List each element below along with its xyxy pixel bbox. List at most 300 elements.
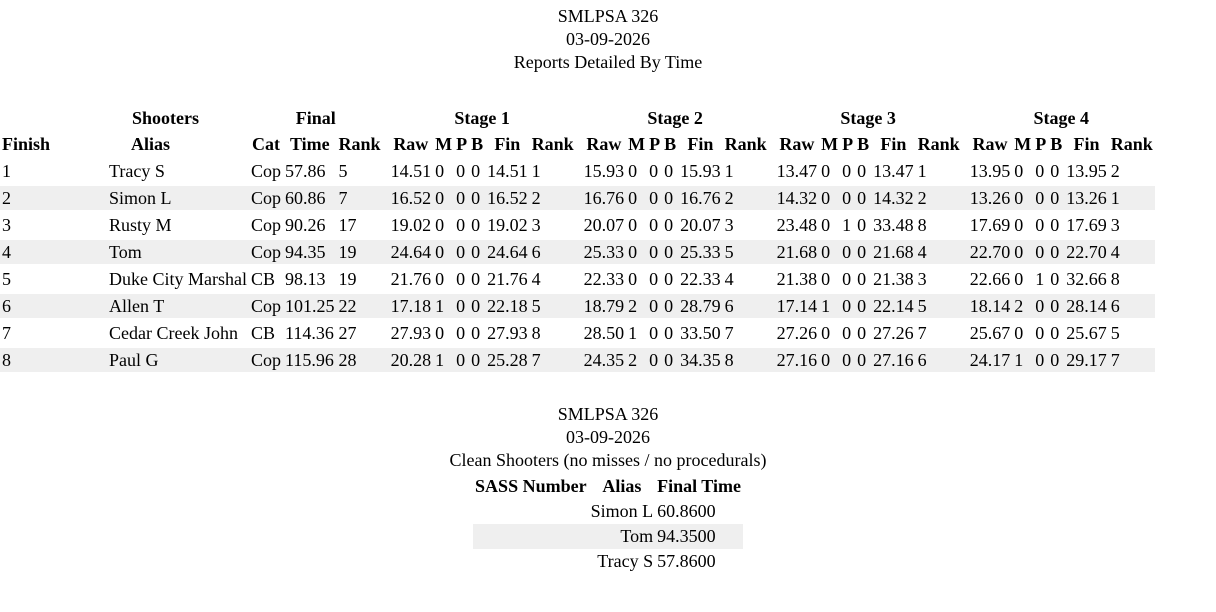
stage4-b-cell: 0 — [1050, 269, 1060, 289]
stage4-p-cell: 0 — [1033, 348, 1048, 372]
stage3-m-cell: 0 — [819, 348, 840, 372]
alias-cell: Rusty M — [109, 215, 172, 235]
group-header-row — [0, 107, 1155, 129]
stage4-raw-cell: 24.17 — [969, 350, 1011, 370]
alias-cell: Allen T — [52, 294, 249, 318]
stage1-fin-cell: 24.64 — [487, 242, 528, 262]
stage2-p-cell: 0 — [649, 323, 659, 343]
stage2-fin-cell: 22.33 — [680, 269, 721, 289]
stage3-p-cell: 1 — [842, 215, 852, 235]
stage3-m-cell: 0 — [821, 269, 831, 289]
col-alias: Alias — [131, 134, 171, 154]
clean-alias-cell: Simon L — [590, 501, 654, 521]
stage1-p-cell: 0 — [454, 240, 469, 264]
stage3-m-cell: 0 — [821, 161, 831, 181]
stage1-p-cell: 0 — [456, 269, 466, 289]
col-rank: Rank — [338, 134, 381, 154]
alias-cell: Duke City Marshal — [109, 269, 248, 289]
stage4-fin-cell: 28.14 — [1066, 296, 1107, 316]
time-cell: 115.96 — [283, 348, 337, 372]
stage4-fin-cell: 17.69 — [1066, 215, 1107, 235]
stage3-rank-cell: 6 — [916, 348, 962, 372]
stage2-m-cell: 0 — [628, 215, 638, 235]
stage3-b-cell: 0 — [855, 240, 871, 264]
table-row — [0, 186, 1155, 210]
stage4-b-cell: 0 — [1048, 294, 1064, 318]
stage1-raw-cell: 27.93 — [390, 323, 432, 343]
clean-date: 03-09-2026 — [566, 427, 650, 447]
stage3-fin-cell: 13.47 — [873, 161, 914, 181]
rank-cell: 28 — [337, 348, 383, 372]
stage1-fin-cell: 21.76 — [487, 269, 528, 289]
stage2-p-cell: 0 — [649, 269, 659, 289]
stage2-rank-cell: 4 — [724, 269, 734, 289]
stage2-rank-cell: 6 — [723, 294, 769, 318]
stage2-fin-cell: 25.33 — [680, 242, 721, 262]
stage3-b-cell: 0 — [857, 269, 867, 289]
group-stage-2: Stage 2 — [647, 108, 703, 128]
stage1-raw-cell: 21.76 — [390, 269, 432, 289]
stage4-rank-cell: 4 — [1109, 240, 1155, 264]
stage4-raw-cell: 25.67 — [969, 323, 1011, 343]
stage1-raw-cell: 19.02 — [390, 215, 432, 235]
clean-sass-cell — [473, 524, 589, 549]
report-header — [0, 0, 1216, 74]
stage3-raw-cell: 13.47 — [776, 161, 818, 181]
stage2-m-cell: 0 — [626, 186, 647, 210]
stage1-fin-cell: 14.51 — [487, 161, 528, 181]
alias-cell: Simon L — [52, 186, 249, 210]
stage4-rank-cell: 1 — [1109, 186, 1155, 210]
stage4-p-cell: 0 — [1035, 215, 1045, 235]
stage3-b-cell: 0 — [855, 186, 871, 210]
stage3-rank-cell: 4 — [916, 240, 962, 264]
col-stage2-fin: Fin — [687, 134, 714, 154]
stage4-rank-cell: 7 — [1109, 348, 1155, 372]
col-stage2-p: P — [649, 134, 661, 154]
stage3-m-cell: 0 — [819, 186, 840, 210]
stage4-m-cell: 2 — [1012, 294, 1033, 318]
stage4-raw-cell: 17.69 — [969, 215, 1011, 235]
stage3-raw-cell: 14.32 — [776, 188, 818, 208]
clean-alias-cell: Tom — [589, 524, 656, 549]
time-cell: 90.26 — [285, 215, 326, 235]
stage2-p-cell: 0 — [647, 240, 662, 264]
stage1-b-cell: 0 — [471, 269, 481, 289]
stage1-b-cell: 0 — [469, 294, 485, 318]
stage1-p-cell: 0 — [454, 294, 469, 318]
stage3-fin-cell: 21.38 — [873, 269, 914, 289]
stage2-b-cell: 0 — [662, 348, 678, 372]
stage4-b-cell: 0 — [1048, 186, 1064, 210]
stage2-p-cell: 0 — [649, 215, 659, 235]
finish-cell: 2 — [0, 186, 52, 210]
finish-cell: 7 — [2, 323, 11, 343]
stage2-raw-cell: 22.33 — [583, 269, 625, 289]
rank-cell: 5 — [338, 161, 348, 181]
stage1-p-cell: 0 — [456, 161, 466, 181]
stage4-fin-cell: 32.66 — [1066, 269, 1107, 289]
stage3-raw-cell: 23.48 — [776, 215, 818, 235]
stage2-b-cell: 0 — [664, 269, 674, 289]
stage4-p-cell: 0 — [1033, 294, 1048, 318]
stage1-b-cell: 0 — [471, 323, 481, 343]
rank-cell: 19 — [338, 269, 357, 289]
stage1-m-cell: 0 — [435, 269, 445, 289]
stage3-rank-cell: 7 — [917, 323, 927, 343]
stage3-p-cell: 0 — [840, 186, 855, 210]
stage3-b-cell: 0 — [857, 215, 867, 235]
stage1-b-cell: 0 — [469, 348, 485, 372]
clean-shooters-section — [0, 403, 1216, 574]
stage3-b-cell: 0 — [855, 294, 871, 318]
stage4-raw-cell: 22.66 — [969, 269, 1011, 289]
clean-col-final: Final Time — [657, 476, 741, 496]
stage4-raw-cell: 13.95 — [969, 161, 1011, 181]
cat-cell: CB — [251, 323, 276, 343]
clean-shooters-table — [473, 474, 743, 574]
col-finish: Finish — [2, 134, 51, 154]
stage3-p-cell: 0 — [840, 294, 855, 318]
stage3-p-cell: 0 — [842, 161, 852, 181]
stage3-p-cell: 0 — [840, 240, 855, 264]
table-row — [0, 348, 1155, 372]
stage1-b-cell: 0 — [471, 161, 481, 181]
stage2-rank-cell: 1 — [724, 161, 734, 181]
stage1-p-cell: 0 — [454, 348, 469, 372]
stage1-rank-cell: 3 — [531, 215, 541, 235]
clean-header — [0, 403, 1216, 472]
stage2-b-cell: 0 — [662, 240, 678, 264]
stage1-m-cell: 0 — [433, 186, 454, 210]
clean-row — [473, 499, 743, 524]
stage3-fin-cell: 27.16 — [873, 350, 914, 370]
stage4-fin-cell: 25.67 — [1066, 323, 1107, 343]
col-stage1-raw: Raw — [393, 134, 429, 154]
clean-sass-cell — [473, 549, 589, 574]
stage1-fin-cell: 19.02 — [487, 215, 528, 235]
stage4-p-cell: 0 — [1033, 186, 1048, 210]
time-cell: 60.86 — [283, 186, 337, 210]
stage1-m-cell: 0 — [435, 323, 445, 343]
stage2-rank-cell: 3 — [724, 215, 734, 235]
stage2-fin-cell: 20.07 — [680, 215, 721, 235]
stage1-rank-cell: 2 — [530, 186, 576, 210]
time-cell: 94.35 — [283, 240, 337, 264]
stage3-raw-cell: 17.14 — [776, 296, 818, 316]
stage1-m-cell: 0 — [433, 240, 454, 264]
stage4-rank-cell: 3 — [1110, 215, 1120, 235]
stage1-b-cell: 0 — [469, 186, 485, 210]
stage2-rank-cell: 7 — [724, 323, 734, 343]
stage2-b-cell: 0 — [664, 161, 674, 181]
stage1-b-cell: 0 — [469, 240, 485, 264]
results-section — [0, 104, 1216, 375]
stage1-raw-cell: 24.64 — [390, 242, 432, 262]
stage1-fin-cell: 22.18 — [487, 296, 528, 316]
stage3-fin-cell: 14.32 — [873, 188, 914, 208]
stage3-rank-cell: 1 — [917, 161, 927, 181]
stage2-rank-cell: 2 — [723, 186, 769, 210]
column-header-row — [0, 132, 1155, 156]
time-cell: 101.25 — [285, 296, 335, 316]
col-stage3-p: P — [842, 134, 854, 154]
stage3-rank-cell: 3 — [917, 269, 927, 289]
stage3-b-cell: 0 — [857, 161, 867, 181]
col-stage2-m: M — [628, 134, 646, 154]
alias-cell: Tom — [52, 240, 249, 264]
stage1-p-cell: 0 — [454, 186, 469, 210]
col-stage4-raw: Raw — [972, 134, 1008, 154]
stage2-b-cell: 0 — [664, 215, 674, 235]
stage2-m-cell: 0 — [628, 269, 638, 289]
cat-cell: Cop — [251, 350, 282, 370]
time-cell: 114.36 — [285, 323, 334, 343]
stage2-b-cell: 0 — [662, 186, 678, 210]
clean-title: Clean Shooters (no misses / no procedurals) — [449, 450, 767, 470]
stage4-m-cell: 0 — [1014, 161, 1024, 181]
rank-cell: 19 — [337, 240, 383, 264]
finish-cell: 1 — [2, 161, 11, 181]
stage2-raw-cell: 28.50 — [583, 323, 625, 343]
stage2-raw-cell: 16.76 — [583, 188, 625, 208]
stage1-fin-cell: 27.93 — [487, 323, 528, 343]
stage3-p-cell: 0 — [842, 323, 852, 343]
stage1-m-cell: 1 — [433, 294, 454, 318]
results-table — [0, 104, 1155, 375]
group-final: Final — [295, 108, 336, 128]
stage2-fin-cell: 33.50 — [680, 323, 721, 343]
col-stage1-p: P — [456, 134, 468, 154]
alias-cell: Tracy S — [109, 161, 165, 181]
finish-cell: 4 — [0, 240, 52, 264]
stage4-b-cell: 0 — [1050, 323, 1060, 343]
stage2-fin-cell: 28.79 — [680, 296, 721, 316]
stage2-raw-cell: 15.93 — [583, 161, 625, 181]
col-stage4-p: P — [1035, 134, 1047, 154]
col-stage4-rank: Rank — [1110, 134, 1153, 154]
stage2-raw-cell: 25.33 — [583, 242, 625, 262]
col-stage4-fin: Fin — [1073, 134, 1100, 154]
stage2-m-cell: 0 — [628, 161, 638, 181]
table-row — [0, 213, 1155, 237]
cat-cell: Cop — [251, 161, 282, 181]
stage4-m-cell: 0 — [1014, 215, 1024, 235]
stage2-p-cell: 0 — [647, 186, 662, 210]
col-stage3-raw: Raw — [779, 134, 815, 154]
col-stage4-m: M — [1014, 134, 1032, 154]
time-cell: 98.13 — [285, 269, 326, 289]
stage3-raw-cell: 21.38 — [776, 269, 818, 289]
rank-cell: 22 — [337, 294, 383, 318]
stage1-rank-cell: 5 — [530, 294, 576, 318]
table-row — [0, 240, 1155, 264]
group-stage-3: Stage 3 — [840, 108, 896, 128]
col-stage3-b: B — [857, 134, 870, 154]
stage1-m-cell: 0 — [435, 215, 445, 235]
stage3-p-cell: 0 — [842, 269, 852, 289]
stage2-m-cell: 1 — [628, 323, 638, 343]
stage4-fin-cell: 13.26 — [1066, 188, 1107, 208]
clean-row — [473, 524, 743, 549]
stage3-b-cell: 0 — [855, 348, 871, 372]
clean-sass-cell — [473, 499, 589, 524]
stage2-p-cell: 0 — [649, 161, 659, 181]
stage1-p-cell: 0 — [456, 215, 466, 235]
finish-cell: 3 — [2, 215, 11, 235]
cat-cell: Cop — [251, 188, 282, 208]
stage4-b-cell: 0 — [1050, 161, 1060, 181]
stage3-m-cell: 0 — [821, 323, 831, 343]
stage3-fin-cell: 22.14 — [873, 296, 914, 316]
time-cell: 57.86 — [285, 161, 326, 181]
col-stage1-rank: Rank — [531, 134, 574, 154]
finish-cell: 8 — [0, 348, 52, 372]
report-club: SMLPSA 326 — [557, 6, 659, 26]
col-stage1-fin: Fin — [494, 134, 521, 154]
stage4-rank-cell: 6 — [1109, 294, 1155, 318]
alias-cell: Cedar Creek John — [109, 323, 238, 343]
stage4-raw-cell: 13.26 — [969, 188, 1011, 208]
table-row — [0, 294, 1155, 318]
clean-col-alias: Alias — [602, 476, 642, 496]
col-stage2-b: B — [664, 134, 677, 154]
col-stage3-m: M — [821, 134, 839, 154]
col-time: Time — [289, 134, 330, 154]
stage3-rank-cell: 5 — [916, 294, 962, 318]
cat-cell: Cop — [251, 242, 282, 262]
stage2-fin-cell: 15.93 — [680, 161, 721, 181]
stage4-b-cell: 0 — [1048, 240, 1064, 264]
stage3-p-cell: 0 — [840, 348, 855, 372]
group-shooters: Shooters — [132, 108, 200, 128]
stage3-raw-cell: 21.68 — [776, 242, 818, 262]
stage4-m-cell: 0 — [1012, 240, 1033, 264]
stage4-b-cell: 0 — [1050, 215, 1060, 235]
stage3-rank-cell: 2 — [916, 186, 962, 210]
stage1-rank-cell: 4 — [531, 269, 541, 289]
stage1-raw-cell: 17.18 — [390, 296, 432, 316]
stage1-rank-cell: 1 — [531, 161, 541, 181]
stage2-fin-cell: 16.76 — [680, 188, 721, 208]
rank-cell: 27 — [338, 323, 357, 343]
alias-cell: Paul G — [52, 348, 249, 372]
stage3-fin-cell: 33.48 — [873, 215, 914, 235]
table-row — [0, 159, 1155, 183]
stage3-m-cell: 0 — [819, 240, 840, 264]
stage4-p-cell: 0 — [1033, 240, 1048, 264]
table-row — [0, 321, 1155, 345]
rank-cell: 7 — [337, 186, 383, 210]
stage3-m-cell: 1 — [819, 294, 840, 318]
cat-cell: CB — [251, 269, 276, 289]
col-stage1-m: M — [435, 134, 453, 154]
stage3-raw-cell: 27.26 — [776, 323, 818, 343]
col-stage4-b: B — [1050, 134, 1063, 154]
finish-cell: 5 — [2, 269, 11, 289]
stage4-fin-cell: 13.95 — [1066, 161, 1107, 181]
stage4-b-cell: 0 — [1048, 348, 1064, 372]
stage1-m-cell: 0 — [435, 161, 445, 181]
clean-club: SMLPSA 326 — [557, 404, 659, 424]
stage2-b-cell: 0 — [664, 323, 674, 343]
stage1-rank-cell: 7 — [530, 348, 576, 372]
stage4-fin-cell: 29.17 — [1066, 350, 1107, 370]
stage3-raw-cell: 27.16 — [776, 350, 818, 370]
stage2-m-cell: 2 — [626, 294, 647, 318]
stage2-rank-cell: 8 — [723, 348, 769, 372]
col-stage3-rank: Rank — [917, 134, 960, 154]
stage4-m-cell: 0 — [1014, 323, 1024, 343]
clean-body — [473, 499, 743, 574]
clean-final-cell: 60.8600 — [657, 501, 716, 521]
stage2-raw-cell: 20.07 — [583, 215, 625, 235]
stage4-raw-cell: 18.14 — [969, 296, 1011, 316]
stage4-p-cell: 0 — [1035, 323, 1045, 343]
col-stage1-b: B — [471, 134, 484, 154]
stage2-p-cell: 0 — [647, 348, 662, 372]
finish-cell: 6 — [0, 294, 52, 318]
clean-header-row — [473, 474, 743, 499]
stage4-raw-cell: 22.70 — [969, 242, 1011, 262]
stage2-rank-cell: 5 — [723, 240, 769, 264]
stage3-m-cell: 0 — [821, 215, 831, 235]
stage2-b-cell: 0 — [662, 294, 678, 318]
stage1-rank-cell: 8 — [531, 323, 541, 343]
stage2-fin-cell: 34.35 — [680, 350, 721, 370]
stage4-m-cell: 1 — [1012, 348, 1033, 372]
stage4-fin-cell: 22.70 — [1066, 242, 1107, 262]
group-stage-4: Stage 4 — [1033, 108, 1089, 128]
col-stage2-rank: Rank — [724, 134, 767, 154]
stage4-p-cell: 0 — [1035, 161, 1045, 181]
stage1-fin-cell: 16.52 — [487, 188, 528, 208]
stage4-m-cell: 0 — [1012, 186, 1033, 210]
results-body — [0, 159, 1155, 372]
col-stage3-fin: Fin — [880, 134, 907, 154]
stage4-m-cell: 0 — [1014, 269, 1024, 289]
col-cat: Cat — [252, 134, 281, 154]
stage4-p-cell: 1 — [1035, 269, 1045, 289]
stage1-b-cell: 0 — [471, 215, 481, 235]
stage3-b-cell: 0 — [857, 323, 867, 343]
stage3-fin-cell: 21.68 — [873, 242, 914, 262]
stage3-fin-cell: 27.26 — [873, 323, 914, 343]
col-stage2-raw: Raw — [586, 134, 622, 154]
stage2-m-cell: 0 — [626, 240, 647, 264]
stage1-p-cell: 0 — [456, 323, 466, 343]
clean-final-cell: 94.3500 — [655, 524, 743, 549]
clean-alias-cell: Tracy S — [597, 551, 654, 571]
clean-final-cell: 57.8600 — [657, 551, 716, 571]
cat-cell: Cop — [251, 215, 282, 235]
stage2-raw-cell: 24.35 — [583, 350, 625, 370]
rank-cell: 17 — [338, 215, 357, 235]
stage4-rank-cell: 8 — [1110, 269, 1120, 289]
stage1-m-cell: 1 — [433, 348, 454, 372]
stage2-p-cell: 0 — [647, 294, 662, 318]
report-date: 03-09-2026 — [566, 29, 650, 49]
stage1-fin-cell: 25.28 — [487, 350, 528, 370]
stage2-raw-cell: 18.79 — [583, 296, 625, 316]
clean-row — [473, 549, 743, 574]
group-stage-1: Stage 1 — [454, 108, 510, 128]
stage1-raw-cell: 20.28 — [390, 350, 432, 370]
report-subtitle: Reports Detailed By Time — [513, 52, 703, 72]
cat-cell: Cop — [251, 296, 282, 316]
clean-col-sass: SASS Number — [475, 476, 587, 496]
stage2-m-cell: 2 — [626, 348, 647, 372]
